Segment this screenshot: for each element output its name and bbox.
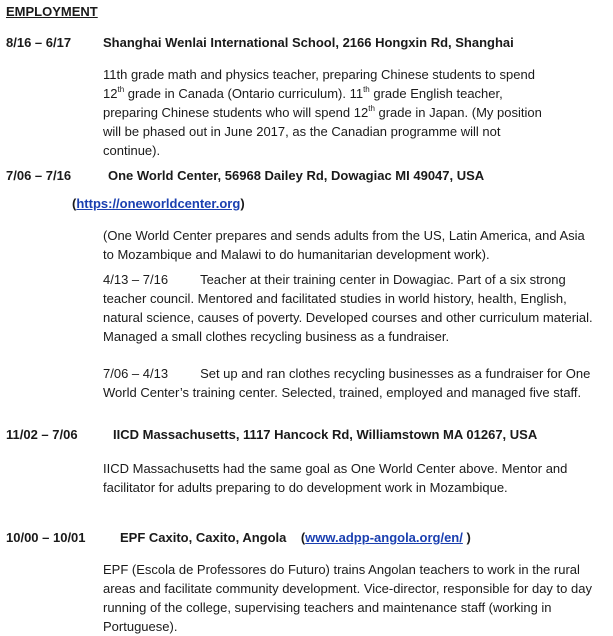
entry-3-description: IICD Massachusetts had the same goal as One World Center above. Mentor and facilitator for adults preparing to do development work in Mozambique. [103,461,568,495]
role-1-text-first: Teacher at their training center in Dowagiac. Part of a six [200,272,526,287]
entry-2-employer: One World Center, 56968 Dailey Rd, Dowagiac MI 49047, USA [108,168,485,183]
role-2-text-rest: One World Center’s training center. Selected, trained, employed and managed five staff. [103,366,591,400]
entry-1-dates: 8/16 – 6/17 [6,35,72,50]
entry-2-dates: 7/06 – 7/16 [6,168,72,183]
entry-4-dates: 10/00 – 10/01 [6,530,86,545]
entry-2-intro: (One World Center prepares and sends adults from the US, Latin America, and Asia to Mozambique and Malawi to do humanitarian development work). [103,228,585,262]
entry-3-dates: 11/02 – 7/06 [6,427,78,442]
entry-3-employer: IICD Massachusetts, 1117 Hancock Rd, Williamstown MA 01267, USA [113,427,538,442]
adpp-angola-link[interactable]: www.adpp-angola.org/en/ [305,530,463,545]
role-2-text-first: Set up and ran clothes recycling businesses as a fundraiser for [200,366,563,381]
entry-4-employer: EPF Caxito, Caxito, Angola [120,530,287,545]
role-1-text-rest: strong teacher council. Mentored and facilitated studies in world history, health, English, natural science, causes of poverty. Developed courses and other curriculum material. Managed a small clothes recycling business as a fundraiser. [103,272,593,344]
role-2-dates: 7/06 – 4/13 [103,366,169,381]
entry-2-role-1 [103,270,593,346]
entry-1-description: 11th grade math and physics teacher, preparing Chinese students to spend 12th grade in Canada (Ontario curriculum). 11th grade English teacher, preparing Chinese students who will spend 12th grade in Japan. (My position will be phased out in June 2017, as the Canadian programme will not continue). [103,67,542,158]
role-1-dates: 4/13 – 7/16 [103,272,169,287]
entry-1-employer: Shanghai Wenlai International School, 2166 Hongxin Rd, Shanghai [103,35,514,50]
entry-2-role-2 [103,364,593,402]
one-world-center-link[interactable]: https://oneworldcenter.org [76,196,241,211]
entry-4-description: EPF (Escola de Professores do Futuro) trains Angolan teachers to work in the rural areas and facilitate community development. Vice-director, responsible for day to day running of the college, supervising teachers and maintenance staff (working in Portuguese). [103,562,592,634]
section-title: EMPLOYMENT [6,4,98,19]
entry-4-employer-wrapper: EPF Caxito, Caxito, Angola (www.adpp-angola.org/en/ ) [120,530,471,545]
entry-2-link-wrapper: (https://oneworldcenter.org) [72,196,245,211]
